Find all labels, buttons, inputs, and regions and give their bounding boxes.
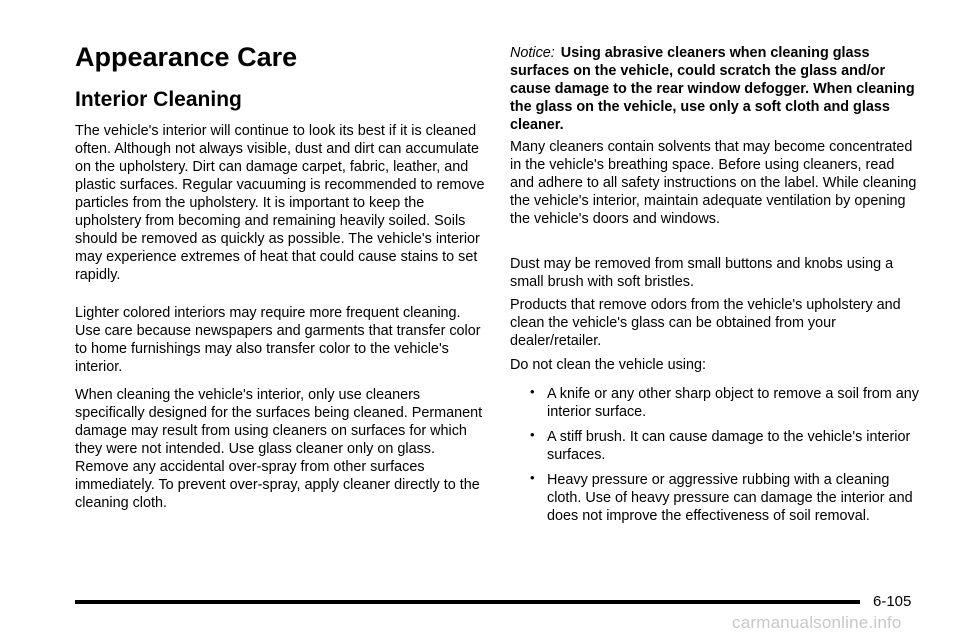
paragraph: Products that remove odors from the vehicle's upholstery and clean the vehicle's glass can be obtained from your dealer/retailer.	[510, 297, 901, 349]
list-item-text: A stiff brush. It can cause damage to the vehicle's interior surfaces.	[547, 429, 911, 463]
bullet-list	[510, 385, 920, 532]
page-heading: Appearance Care	[75, 42, 298, 72]
bullet-icon: •	[530, 384, 535, 399]
watermark: carmanualsonline.info	[732, 613, 902, 632]
notice-label: Notice:	[510, 45, 555, 61]
section-heading: Interior Cleaning	[75, 88, 242, 111]
paragraph: Dust may be removed from small buttons and knobs using a small brush with soft bristles.	[510, 256, 894, 290]
paragraph: Do not clean the vehicle using:	[510, 357, 706, 373]
bullet-icon: •	[530, 427, 535, 442]
paragraph: Lighter colored interiors may require more frequent cleaning. Use care because newspapers and garments that transfer color to home furnishings may also transfer color to the vehicle's interior.	[75, 305, 481, 375]
paragraph: Many cleaners contain solvents that may become concentrated in the vehicle's breathing space. Before using cleaners, read and adhere to all safety instructions on the label. While cleaning the vehicle's interior, maintain adequate ventilation by opening the vehicle's doors and windows.	[510, 139, 917, 227]
notice-text: Using abrasive cleaners when cleaning glass surfaces on the vehicle, could scratch the glass and/or cause damage to the rear window defogger. When cleaning the glass on the vehicle, use only a soft cloth and glass cleaner.	[510, 45, 915, 133]
list-item	[510, 385, 920, 421]
list-item	[510, 428, 920, 464]
list-item	[510, 471, 920, 525]
notice-block	[510, 44, 922, 134]
footer-rule	[75, 600, 860, 604]
paragraph: When cleaning the vehicle's interior, only use cleaners specifically designed for the surfaces being cleaned. Permanent damage may result from using cleaners on surfaces for which they were not intended. Use glass cleaner only on glass. Remove any accidental over-spray from other surfaces immediately. To prevent over-spray, apply cleaner directly to the cleaning cloth.	[75, 387, 483, 511]
page-number: 6-105	[873, 593, 912, 610]
list-item-text: Heavy pressure or aggressive rubbing with a cleaning cloth. Use of heavy pressure can damage the interior and does not improve the effectiveness of soil removal.	[547, 472, 913, 524]
paragraph: The vehicle's interior will continue to look its best if it is cleaned often. Although not always visible, dust and dirt can accumulate on the upholstery. Dirt can damage carpet, fabric, leather, and plastic surfaces. Regular vacuuming is recommended to remove particles from the upholstery. It is important to keep the upholstery from becoming and remaining heavily soiled. Soils should be removed as quickly as possible. The vehicle's interior may experience extremes of heat that could cause stains to set rapidly.	[75, 123, 485, 283]
list-item-text: A knife or any other sharp object to remove a soil from any interior surface.	[547, 386, 919, 420]
bullet-icon: •	[530, 470, 535, 485]
